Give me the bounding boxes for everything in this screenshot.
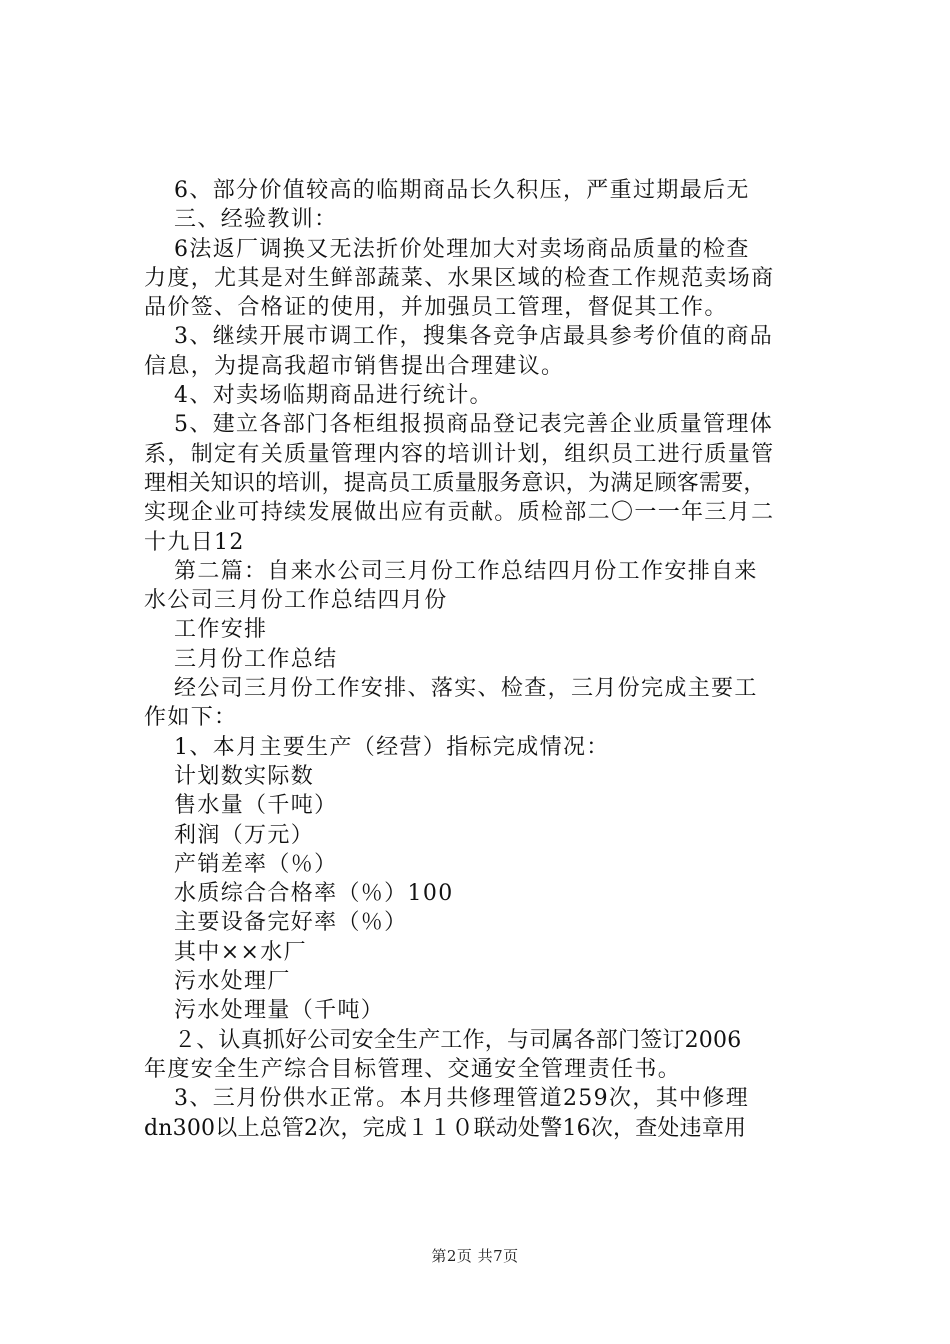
text-line: 4、对卖场临期商品进行统计。	[174, 383, 493, 409]
text-line: 6法返厂调换又无法折价处理加大对卖场商品质量的检查	[174, 236, 750, 262]
text-line: 力度，尤其是对生鲜部蔬菜、水果区域的检查工作规范卖场商	[144, 265, 775, 291]
page-footer: 第2页 共7页	[431, 1247, 519, 1265]
text-line: 污水处理厂	[174, 969, 291, 995]
text-line: 3、三月份供水正常。本月共修理管道259次，其中修理	[174, 1086, 750, 1112]
text-line: 三、经验教训：	[174, 207, 338, 233]
text-line: 1、本月主要生产（经营）指标完成情况：	[174, 734, 610, 760]
text-line: 经公司三月份工作安排、落实、检查，三月份完成主要工	[174, 676, 758, 702]
text-line: 理相关知识的培训，提高员工质量服务意识，为满足顾客需要，	[144, 470, 766, 496]
text-line: 主要设备完好率（％）	[174, 910, 408, 936]
text-line: 其中××水厂	[174, 939, 307, 965]
text-line: 产销差率（％）	[174, 851, 338, 877]
text-line: 6、部分价值较高的临期商品长久积压，严重过期最后无	[174, 178, 750, 203]
text-line: 十九日12	[144, 529, 245, 555]
text-line: 5、建立各部门各柜组报损商品登记表完善企业质量管理体	[174, 412, 774, 438]
text-line: 作如下：	[144, 705, 238, 731]
text-line: 信息，为提高我超市销售提出合理建议。	[144, 353, 565, 379]
text-line: 系，制定有关质量管理内容的培训计划，组织员工进行质量管	[144, 441, 775, 467]
text-line: 年度安全生产综合目标管理、交通安全管理责任书。	[144, 1056, 682, 1082]
text-line: 第二篇：自来水公司三月份工作总结四月份工作安排自来	[174, 558, 758, 584]
document-body	[144, 176, 834, 1143]
text-line: 利润（万元）	[174, 822, 315, 848]
text-line: 工作安排	[174, 617, 268, 643]
text-line: 三月份工作总结	[174, 646, 338, 672]
text-line: dn300以上总管2次，完成１１０联动处警16次，查处违章用	[144, 1115, 747, 1141]
text-line: 污水处理量（千吨）	[174, 998, 385, 1024]
text-line: 水公司三月份工作总结四月份	[144, 588, 448, 614]
text-line: ２、认真抓好公司安全生产工作，与司属各部门签订2006	[174, 1027, 742, 1053]
text-line: 品价签、合格证的使用，并加强员工管理，督促其工作。	[144, 295, 728, 321]
text-line: 3、继续开展市调工作，搜集各竞争店最具参考价值的商品	[174, 324, 774, 350]
text-line: 售水量（千吨）	[174, 793, 338, 819]
text-line: 实现企业可持续发展做出应有贡献。质检部二〇一一年三月二	[144, 500, 775, 526]
text-line: 水质综合合格率（％）100	[174, 881, 454, 907]
text-line: 计划数实际数	[174, 763, 315, 789]
